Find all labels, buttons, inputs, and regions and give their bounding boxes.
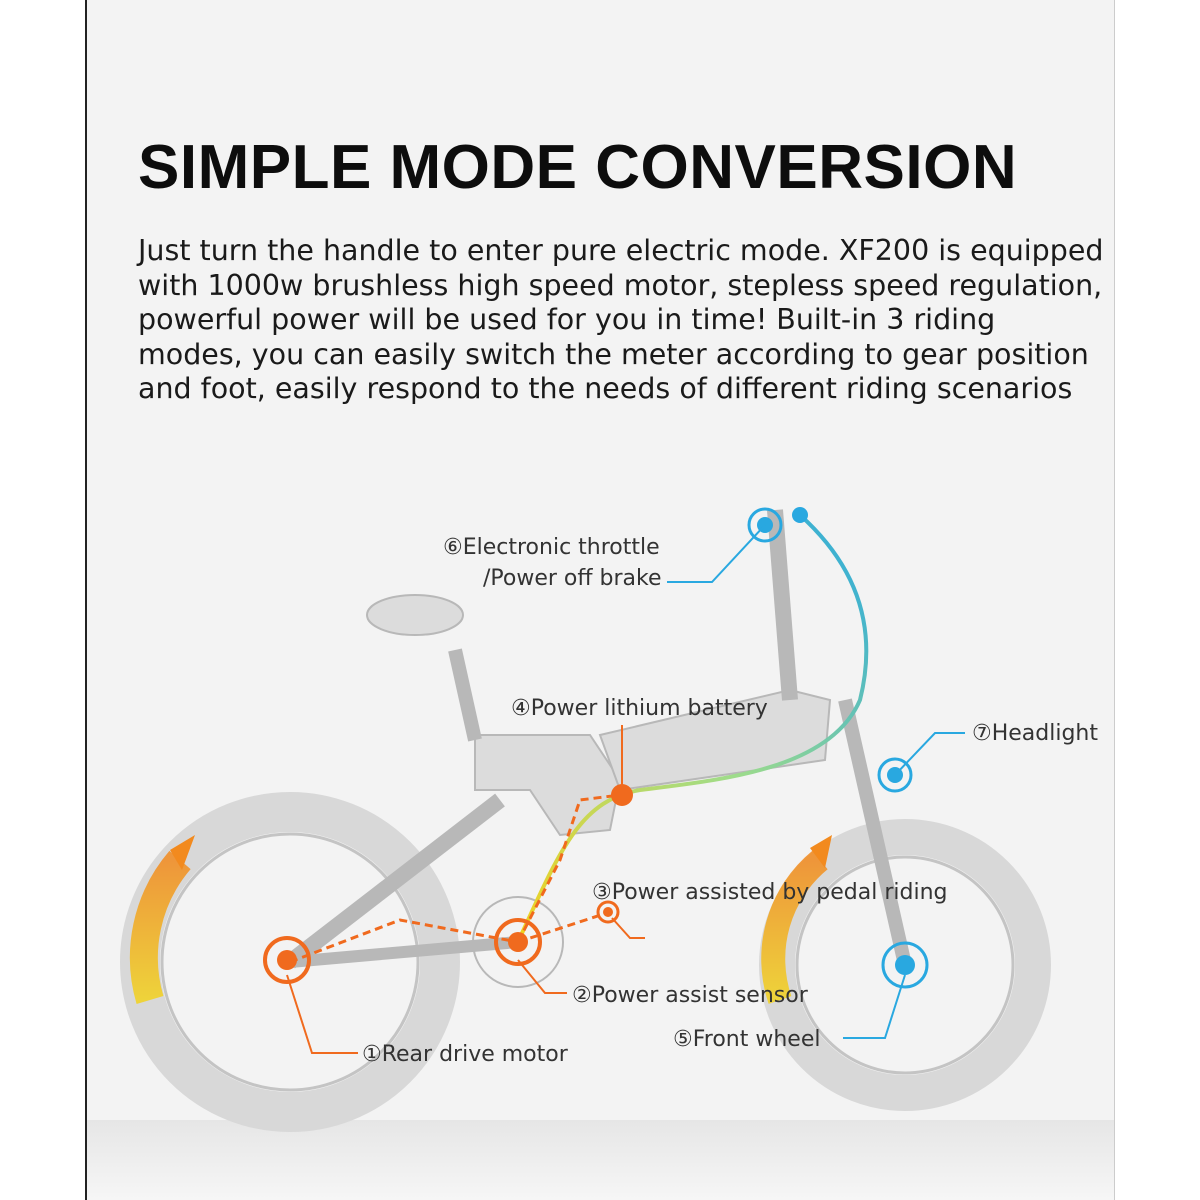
description-line: with 1000w brushless high speed motor, stepless speed regulation, bbox=[138, 268, 1103, 302]
label-battery: ④Power lithium battery bbox=[511, 696, 768, 721]
pedal-hotspot bbox=[598, 902, 618, 922]
label-brake: /Power off brake bbox=[483, 566, 662, 591]
label-sensor: ②Power assist sensor bbox=[572, 983, 808, 1008]
label-rear-motor: ①Rear drive motor bbox=[362, 1042, 568, 1067]
label-headlight: ⑦Headlight bbox=[972, 721, 1099, 746]
description-line: modes, you can easily switch the meter according to gear position bbox=[138, 337, 1089, 371]
page-title: SIMPLE MODE CONVERSION bbox=[138, 133, 1018, 202]
label-front-wheel: ⑤Front wheel bbox=[673, 1027, 821, 1052]
label-throttle: ⑥Electronic throttle bbox=[443, 535, 660, 560]
label-pedal: ③Power assisted by pedal riding bbox=[592, 880, 948, 905]
description-line: powerful power will be used for you in time! Built-in 3 riding bbox=[138, 303, 996, 336]
description-line: and foot, easily respond to the needs of different riding scenarios bbox=[138, 372, 1073, 405]
description-line: Just turn the handle to enter pure electric mode. XF200 is equipped bbox=[138, 234, 1104, 267]
